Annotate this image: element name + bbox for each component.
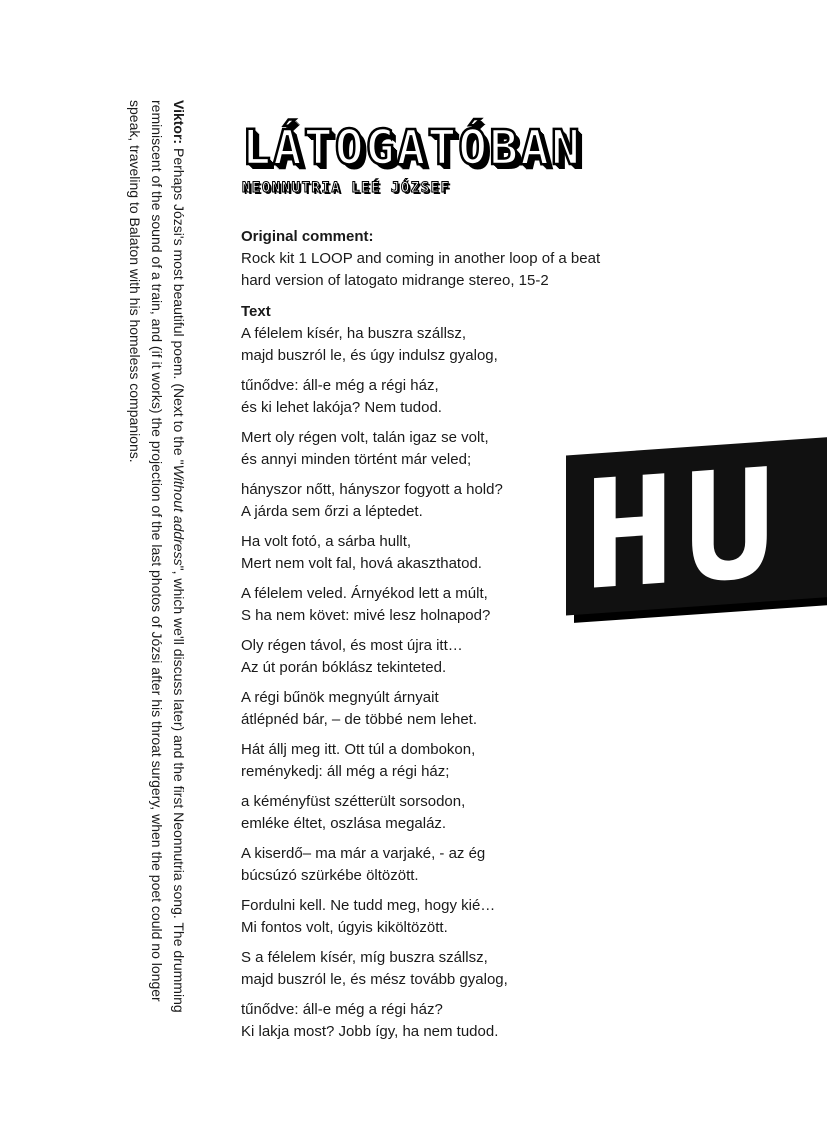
text-heading: Text: [241, 303, 271, 320]
poem-line: S ha nem követ: mivé lesz holnapod?: [241, 607, 491, 624]
main-column: [241, 226, 661, 1043]
original-comment-heading: Original comment:: [241, 228, 374, 245]
poem-line: majd buszról le, és mész tovább gyalog,: [241, 971, 508, 988]
poem-line: tűnődve: áll-e még a régi ház?: [241, 1001, 443, 1018]
original-comment: [241, 248, 661, 292]
poem-line: majd buszról le, és úgy indulsz gyalog,: [241, 347, 498, 364]
hu-badge-label: HU: [584, 436, 785, 625]
page-title: LÁTOGATÓBAN: [242, 120, 582, 176]
poem-line: Mert oly régen volt, talán igaz se volt,: [241, 429, 489, 446]
poem-line: Az út porán bóklász tekinteted.: [241, 659, 447, 676]
hu-badge: [566, 435, 827, 625]
stanza: [241, 375, 661, 419]
comment-line: Rock kit 1 LOOP and coming in another loop of a beat: [241, 250, 601, 267]
stanza: [241, 739, 661, 783]
poem-line: a kéményfüst szétterült sorsodon,: [241, 793, 466, 810]
title-block: [242, 120, 582, 196]
comment-line: hard version of latogato midrange stereo, 15-2: [241, 272, 549, 289]
poem-line: búcsúzó szürkébe öltözött.: [241, 867, 419, 884]
poem-line: és ki lehet lakója? Nem tudod.: [241, 399, 442, 416]
stanza: [241, 895, 661, 939]
stanza: [241, 947, 661, 991]
page-subtitle: NEONNUTRIA LEÉ JÓZSEF: [242, 180, 451, 196]
side-note-text-1: Perhaps Józsi's most beautiful poem. (Next to the ": [171, 144, 187, 465]
stanza: [241, 687, 661, 731]
stanza: [241, 635, 661, 679]
poem-line: emléke éltet, oszlása megaláz.: [241, 815, 447, 832]
poem-line: Ha volt fotó, a sárba hullt,: [241, 533, 412, 550]
side-note: [124, 100, 190, 1045]
poem-line: A félelem veled. Árnyékod lett a múlt,: [241, 585, 488, 602]
poem-line: átlépnéd bár, – de többé nem lehet.: [241, 711, 478, 728]
poem-line: Fordulni kell. Ne tudd meg, hogy kié…: [241, 897, 496, 914]
side-note-speaker: Viktor:: [171, 100, 187, 145]
poem-line: A félelem kísér, ha buszra szállsz,: [241, 325, 467, 342]
poem-line: S a félelem kísér, míg buszra szállsz,: [241, 949, 488, 966]
poem-line: Ki lakja most? Jobb így, ha nem tudod.: [241, 1023, 499, 1040]
stanza: [241, 791, 661, 835]
poem-line: tűnődve: áll-e még a régi ház,: [241, 377, 439, 394]
poem-line: Mert nem volt fal, hová akaszthatod.: [241, 555, 482, 572]
stanza: [241, 999, 661, 1043]
poem-line: Hát állj meg itt. Ott túl a dombokon,: [241, 741, 476, 758]
poem-line: hányszor nőtt, hányszor fogyott a hold?: [241, 481, 503, 498]
stanza: [241, 323, 661, 367]
poem-line: A járda sem őrzi a léptedet.: [241, 503, 423, 520]
side-note-text-2: ", which we'll discuss later) and the first Neonnutria song. The drumming reminiscent of the sound of a train, and (if it works) the projection of the last photos of Józsi after his throat surgery, when the poet could no longer speak, traveling to Balaton with his homeless companions.: [127, 100, 187, 1013]
poem-line: Mi fontos volt, úgyis kiköltözött.: [241, 919, 448, 936]
poem-line: reménykedj: áll még a régi ház;: [241, 763, 450, 780]
side-note-italic: Without address: [171, 464, 187, 566]
poem-line: Oly régen távol, és most újra itt…: [241, 637, 463, 654]
stanza: [241, 843, 661, 887]
poem-line: A kiserdő– ma már a varjaké, - az ég: [241, 845, 486, 862]
poem: [241, 323, 661, 1043]
poem-line: és annyi minden történt már veled;: [241, 451, 472, 468]
poem-line: A régi bűnök megnyúlt árnyait: [241, 689, 439, 706]
